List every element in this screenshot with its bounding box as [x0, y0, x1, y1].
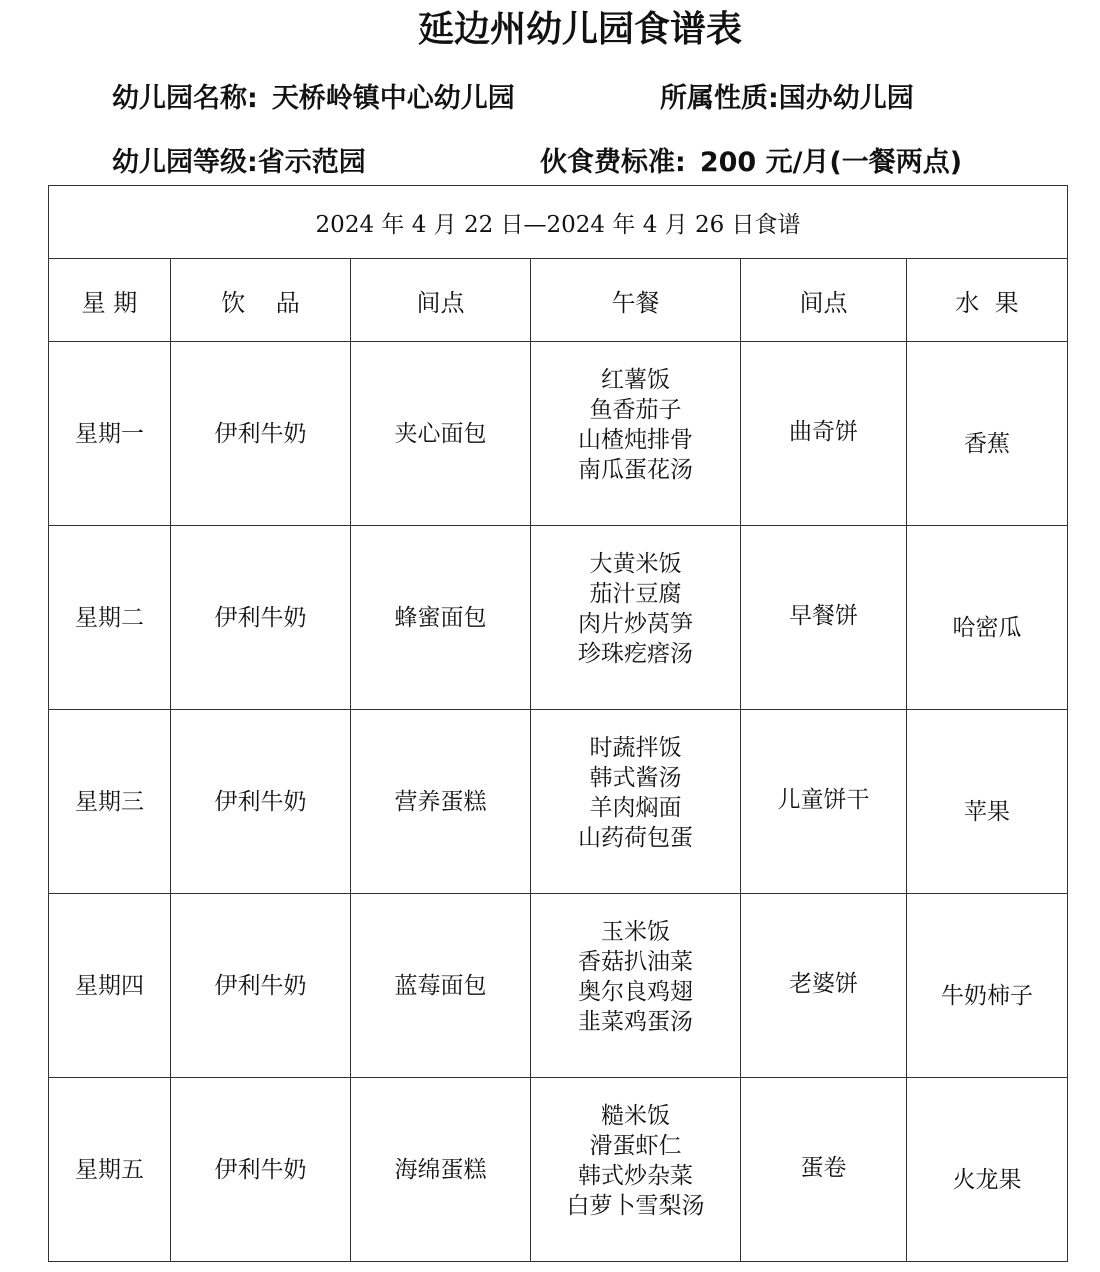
- lunch-item: 韩式酱汤: [589, 764, 682, 791]
- weekday-cell: 星期五: [49, 1078, 171, 1262]
- lunch-item: 鱼香茄子: [589, 396, 682, 423]
- page-title: 延边州幼儿园食谱表: [417, 9, 742, 50]
- drink-cell: 伊利牛奶: [171, 710, 351, 894]
- snack-afternoon-cell: [741, 342, 907, 526]
- drink-cell: 伊利牛奶: [171, 1078, 351, 1262]
- lunch-list: [578, 549, 693, 669]
- lunch-item: 南瓜蛋花汤: [578, 456, 693, 483]
- lunch-item: 香菇扒油菜: [578, 948, 693, 975]
- table-row: [49, 710, 1068, 894]
- lunch-cell: [531, 342, 741, 526]
- lunch-item: 糙米饭: [601, 1102, 670, 1129]
- fruit-cell: [907, 342, 1068, 526]
- lunch-item: 白萝卜雪梨汤: [566, 1192, 705, 1219]
- snack-afternoon-text: 蛋卷: [800, 1154, 847, 1181]
- lunch-cell: [531, 894, 741, 1078]
- header-weekday: 星 期: [49, 259, 171, 342]
- fruit-text: 苹果: [964, 798, 1011, 825]
- snack-afternoon-cell: [741, 1078, 907, 1262]
- snack-morning-cell: 蓝莓面包: [351, 894, 531, 1078]
- fruit-text: 牛奶柿子: [941, 982, 1034, 1009]
- weekday-cell: 星期二: [49, 526, 171, 710]
- snack-morning-cell: 营养蛋糕: [351, 710, 531, 894]
- snack-afternoon-cell: [741, 710, 907, 894]
- fruit-text: 火龙果: [952, 1166, 1022, 1193]
- drink-cell: 伊利牛奶: [171, 894, 351, 1078]
- table-row: [49, 342, 1068, 526]
- lunch-item: 滑蛋虾仁: [589, 1132, 682, 1159]
- meal-fee: [540, 146, 962, 180]
- lunch-item: 玉米饭: [601, 918, 670, 945]
- kindergarten-name: [112, 82, 515, 116]
- header-drink: 饮 品: [171, 259, 351, 342]
- weekday-cell: 星期三: [49, 710, 171, 894]
- meal-fee-label: 伙食费标准:: [540, 147, 686, 178]
- fruit-cell: [907, 526, 1068, 710]
- fruit-cell: [907, 1078, 1068, 1262]
- lunch-list: [578, 733, 693, 853]
- lunch-item: 肉片炒莴笋: [578, 610, 693, 637]
- lunch-list: [567, 1101, 705, 1221]
- lunch-list: [578, 917, 693, 1037]
- weekday-cell: 星期一: [49, 342, 171, 526]
- lunch-item: 韩式炒杂菜: [578, 1162, 693, 1189]
- lunch-item: 山楂炖排骨: [578, 426, 693, 453]
- fruit-text: 香蕉: [964, 430, 1011, 457]
- lunch-list: [578, 365, 693, 485]
- snack-morning-cell: 海绵蛋糕: [351, 1078, 531, 1262]
- menu-table: [48, 185, 1068, 1262]
- kindergarten-level: 幼儿园等级:省示范园: [112, 147, 366, 178]
- table-row: [49, 526, 1068, 710]
- snack-afternoon-text: 儿童饼干: [777, 786, 870, 813]
- snack-afternoon-text: 早餐饼: [789, 602, 858, 629]
- date-range: 2024 年 4 月 22 日—2024 年 4 月 26 日食谱: [49, 186, 1068, 259]
- fruit-cell: [907, 710, 1068, 894]
- drink-cell: 伊利牛奶: [171, 342, 351, 526]
- weekday-cell: 星期四: [49, 894, 171, 1078]
- kindergarten-name-value: 天桥岭镇中心幼儿园: [271, 83, 515, 114]
- lunch-item: 时蔬拌饭: [589, 734, 682, 761]
- lunch-item: 大黄米饭: [589, 550, 682, 577]
- lunch-item: 羊肉焖面: [589, 794, 682, 821]
- lunch-item: 韭菜鸡蛋汤: [578, 1008, 693, 1035]
- header-lunch: 午餐: [531, 259, 741, 342]
- meal-fee-value: 200 元/月(一餐两点): [699, 147, 963, 178]
- fruit-text: 哈密瓜: [952, 614, 1022, 641]
- lunch-item: 奥尔良鸡翅: [578, 978, 693, 1005]
- lunch-item: 珍珠疙瘩汤: [578, 640, 693, 667]
- lunch-cell: [531, 710, 741, 894]
- header-fruit: 水 果: [907, 259, 1068, 342]
- drink-cell: 伊利牛奶: [171, 526, 351, 710]
- table-row: [49, 1078, 1068, 1262]
- header-snack-morning: 间点: [351, 259, 531, 342]
- lunch-item: 茄汁豆腐: [589, 580, 682, 607]
- kindergarten-nature: 所属性质:国办幼儿园: [660, 83, 914, 114]
- lunch-item: 山药荷包蛋: [578, 824, 693, 851]
- snack-afternoon-text: 老婆饼: [789, 970, 858, 997]
- header-snack-afternoon: 间点: [741, 259, 907, 342]
- snack-afternoon-cell: [741, 526, 907, 710]
- lunch-cell: [531, 526, 741, 710]
- fruit-cell: [907, 894, 1068, 1078]
- table-row: [49, 894, 1068, 1078]
- kindergarten-name-label: 幼儿园名称:: [112, 83, 258, 114]
- snack-afternoon-text: 曲奇饼: [789, 418, 858, 445]
- snack-morning-cell: 蜂蜜面包: [351, 526, 531, 710]
- snack-afternoon-cell: [741, 894, 907, 1078]
- lunch-item: 红薯饭: [601, 366, 670, 393]
- lunch-cell: [531, 1078, 741, 1262]
- snack-morning-cell: 夹心面包: [351, 342, 531, 526]
